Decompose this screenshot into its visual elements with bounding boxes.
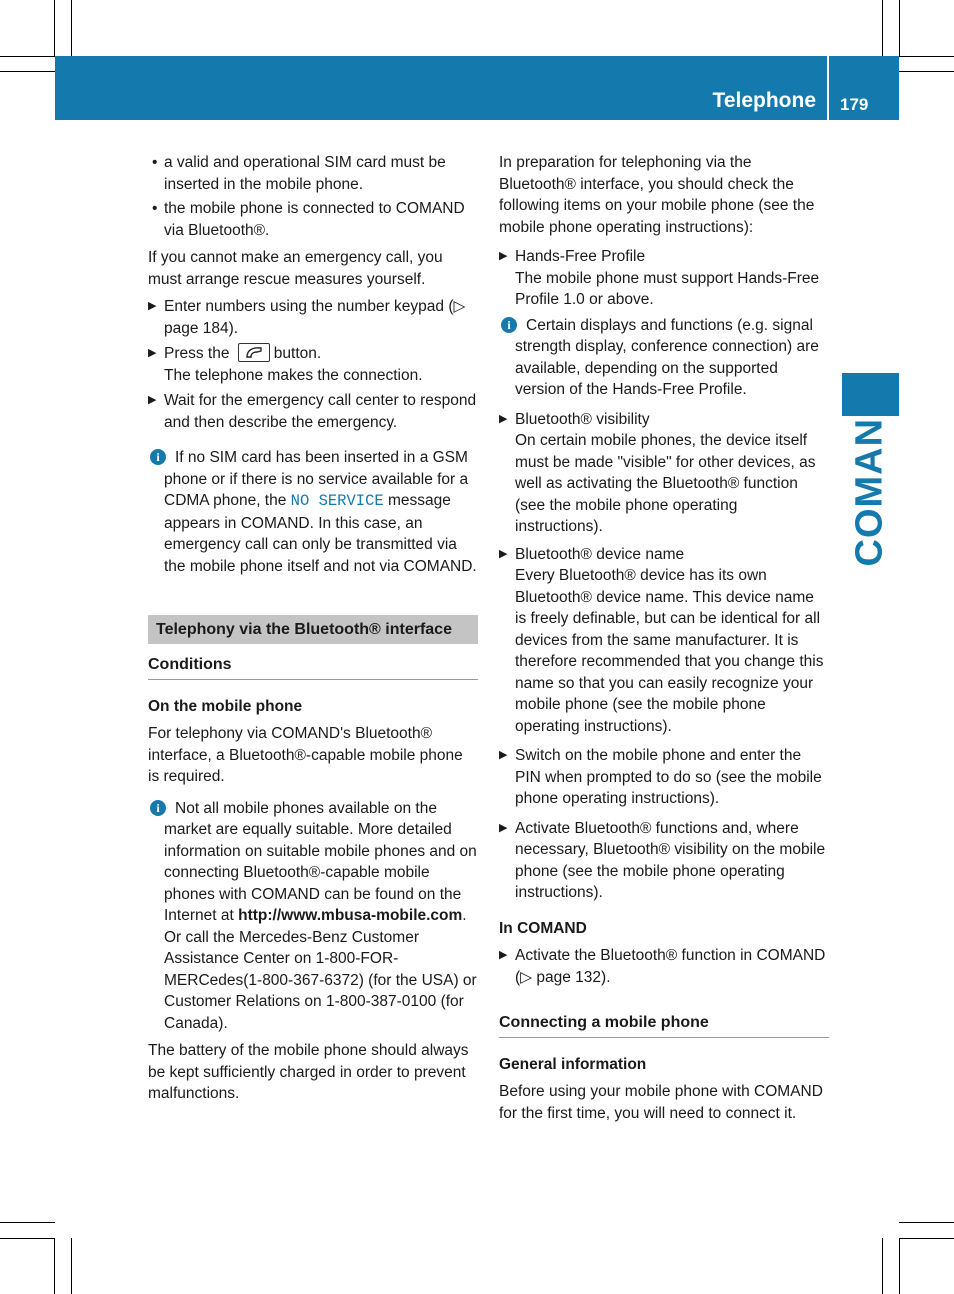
web-address[interactable]: http://www.mbusa-mobile.com: [238, 907, 463, 924]
crop-mark: [899, 71, 954, 72]
step-item: ▶ Enter numbers using the number keypad (▷ page 184).: [148, 298, 466, 337]
arrow-icon: ▶: [499, 949, 508, 961]
arrow-icon: ▶: [499, 821, 508, 834]
arrow-icon: ▶: [499, 547, 508, 560]
left-column: [148, 152, 478, 1111]
info-note: i Not all mobile phones available on the market are equally suitable. More detailed information on suitable mobile phones and on connecting Bluetooth®-capable mobile phones with COMAND can be found on the Internet at http://www.mbusa-mobile.com. Or call the Mercedes-Benz Customer Assistance Center on 1-800-FOR-MERCedes(1-800-367-6372) (for the USA) or Customer Relations on 1-800-387-0100 (for Canada).: [148, 798, 478, 1035]
step-item: ▶ Hands-Free Profile The mobile phone must support Hands-Free Profile 1.0 or above.: [499, 248, 820, 308]
subsection-heading: Conditions: [148, 654, 478, 680]
step-item: ▶ Activate Bluetooth® functions and, where necessary, Bluetooth® visibility on the mobile phone (see the mobile phone operating instructions).: [499, 819, 826, 901]
info-icon: i: [150, 449, 166, 465]
crop-mark: [0, 1222, 55, 1223]
bullet-icon: •: [152, 154, 158, 171]
step-item: ▶ Activate the Bluetooth® function in COMAND (▷ page 132).: [499, 947, 826, 986]
crop-mark: [0, 56, 55, 57]
info-icon: i: [501, 317, 517, 333]
step-item: ▶ Press the button. The telephone makes the connection.: [148, 345, 423, 384]
crop-mark: [899, 1238, 900, 1294]
arrow-icon: ▶: [499, 749, 508, 761]
phone-call-icon: [238, 343, 270, 362]
minor-heading: On the mobile phone: [148, 697, 303, 715]
paragraph: The battery of the mobile phone should always be kept sufficiently charged in order to prevent malfunctions.: [148, 1042, 469, 1102]
arrow-icon: ▶: [499, 412, 508, 425]
subsection-heading: Connecting a mobile phone: [499, 1012, 829, 1038]
chapter-title: Telephone: [712, 89, 816, 112]
minor-heading: In COMAND: [499, 919, 587, 937]
crop-mark: [71, 1238, 72, 1294]
display-message: NO SERVICE: [290, 492, 384, 510]
arrow-icon: ▶: [499, 250, 508, 262]
section-heading: Telephony via the Bluetooth® interface: [148, 615, 478, 644]
arrow-icon: ▶: [148, 347, 157, 359]
crop-mark: [54, 0, 55, 56]
step-item: ▶ Bluetooth® device name Every Bluetooth® device has its own Bluetooth® device name. This device name is freely definable, but can be identical for all devices from the same manufacturer. It is therefore recommended that you change this name so that you can easily recognize your mobile phone (see the mobile phone operating instructions).: [499, 545, 824, 735]
crop-mark: [882, 0, 883, 56]
info-icon: i: [150, 800, 166, 816]
crop-mark: [899, 1222, 954, 1223]
arrow-icon: ▶: [148, 394, 157, 406]
side-section-label: COMAND: [848, 389, 891, 567]
step-item: ▶ Bluetooth® visibility On certain mobile phones, the device itself must be made "visible" for other devices, as well as activating the Bluetooth® function (see the mobile phone operating instructions).: [499, 410, 816, 535]
header-separator: [827, 56, 829, 120]
page-number: 179: [840, 95, 869, 114]
step-item: ▶ Switch on the mobile phone and enter the PIN when prompted to do so (see the mobile phone operating instructions).: [499, 747, 822, 807]
crop-mark: [882, 1238, 883, 1294]
crop-mark: [0, 1238, 55, 1239]
crop-mark: [71, 0, 72, 56]
step-item: ▶ Wait for the emergency call center to respond and then describe the emergency.: [148, 392, 477, 431]
right-column: [499, 152, 829, 1130]
paragraph: Before using your mobile phone with COMAND for the first time, you will need to connect it.: [499, 1083, 823, 1122]
arrow-icon: ▶: [148, 300, 157, 312]
crop-mark: [0, 71, 55, 72]
minor-heading: General information: [499, 1055, 647, 1073]
list-item: • the mobile phone is connected to COMAND via Bluetooth®.: [152, 200, 465, 239]
crop-mark: [899, 0, 900, 56]
list-item: • a valid and operational SIM card must be inserted in the mobile phone.: [152, 154, 446, 193]
bullet-icon: •: [152, 200, 158, 217]
paragraph: For telephony via COMAND's Bluetooth® interface, a Bluetooth®-capable mobile phone is required.: [148, 725, 463, 785]
crop-mark: [54, 1238, 55, 1294]
crop-mark: [899, 1238, 954, 1239]
paragraph: If you cannot make an emergency call, you must arrange rescue measures yourself.: [148, 249, 443, 288]
info-note: i Certain displays and functions (e.g. signal strength display, conference connection) are available, depending on the supported version of the Hands-Free Profile.: [499, 315, 829, 401]
paragraph: In preparation for telephoning via the Bluetooth® interface, you should check the following items on your mobile phone (see the mobile phone operating instructions):: [499, 154, 815, 236]
info-note: i If no SIM card has been inserted in a GSM phone or if there is no service available for a CDMA phone, the NO SERVICE message appears in COMAND. In this case, an emergency call can only be transmitted via the mobile phone itself and not via COMAND.: [148, 447, 478, 577]
crop-mark: [899, 56, 954, 57]
